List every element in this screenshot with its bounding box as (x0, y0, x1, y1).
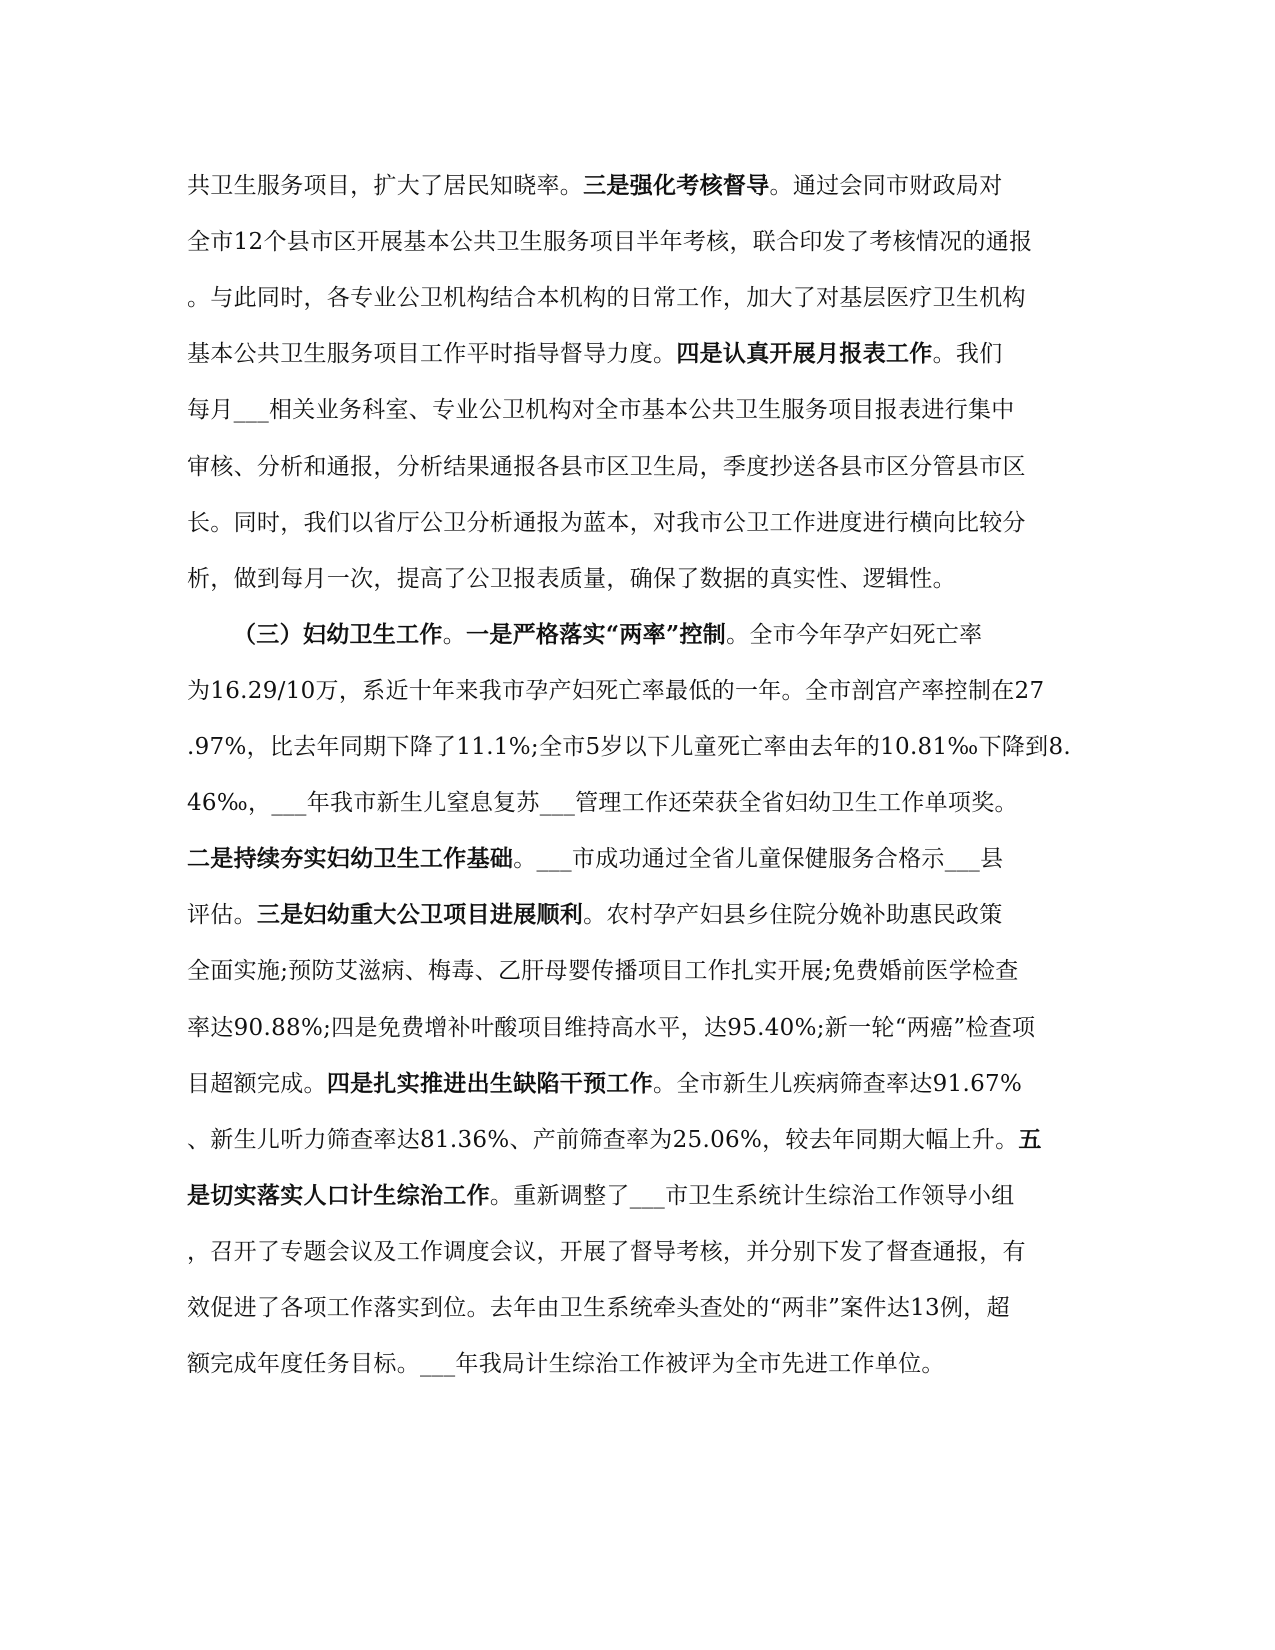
text-line (187, 788, 1018, 818)
bold-text-segment: 四是扎实推进出生缺陷干预工作 (326, 1070, 654, 1097)
text-segment: 。全市新生儿疾病筛查率达91.67% (653, 1071, 1023, 1097)
text-line (187, 452, 1026, 482)
text-segment: 。 (442, 622, 467, 648)
bold-text-segment: 五 (1018, 1126, 1042, 1153)
text-line (187, 1013, 1035, 1043)
text-line (187, 171, 1003, 201)
text-line (187, 1069, 1022, 1099)
text-line (187, 1349, 945, 1379)
text-segment: 率达90.88%;四是免费增补叶酸项目维持高水平，达95.40%;新一轮“两癌”检查项 (187, 1015, 1036, 1041)
text-line (187, 339, 1003, 369)
text-segment: 目超额完成。 (187, 1071, 327, 1097)
text-line (187, 395, 1015, 425)
text-segment: 。重新调整了___市卫生系统计生综治工作领导小组 (489, 1183, 1015, 1209)
bold-text-segment: 三是妇幼重大公卫项目进展顺利 (256, 901, 584, 928)
text-segment: 、新生儿听力筛查率达81.36%、产前筛查率为25.06%，较去年同期大幅上升。 (187, 1127, 1019, 1153)
text-line (187, 1181, 1015, 1211)
text-line (187, 564, 956, 594)
text-segment: 每月___相关业务科室、专业公卫机构对全市基本公共卫生服务项目报表进行集中 (187, 397, 1015, 423)
bold-text-segment: 一是严格落实“两率”控制 (466, 621, 727, 648)
text-segment: 为16.29/10万，系近十年来我市孕产妇死亡率最低的一年。全市剖宫产率控制在27 (187, 678, 1045, 704)
text-line (187, 676, 1044, 706)
bold-text-segment: （三）妇幼卫生工作 (233, 621, 443, 648)
text-line (187, 508, 1026, 538)
text-segment: 全市12个县市区开展基本公共卫生服务项目半年考核，联合印发了考核情况的通报 (187, 229, 1033, 255)
text-segment: 。我们 (932, 341, 1003, 367)
text-line (187, 844, 1003, 874)
text-line (187, 1293, 1010, 1323)
text-segment: 效促进了各项工作落实到位。去年由卫生系统牵头查处的“两非”案件达13例，超 (187, 1295, 1010, 1321)
text-segment: 析，做到每月一次，提高了公卫报表质量，确保了数据的真实性、逻辑性。 (187, 566, 956, 592)
text-segment: 。通过会同市财政局对 (769, 173, 1003, 199)
text-segment: 基本公共卫生服务项目工作平时指导督导力度。 (187, 341, 677, 367)
text-line (187, 283, 1026, 313)
text-line (187, 1125, 1042, 1155)
text-segment: ，召开了专题会议及工作调度会议，开展了督导考核，并分别下发了督查通报，有 (187, 1239, 1026, 1265)
text-line (187, 1237, 1026, 1267)
text-line (233, 620, 982, 650)
bold-text-segment: 是切实落实人口计生综治工作 (187, 1182, 490, 1209)
text-line (187, 956, 1019, 986)
text-segment: 审核、分析和通报，分析结果通报各县市区卫生局，季度抄送各县市区分管县市区 (187, 454, 1026, 480)
text-segment: 全面实施;预防艾滋病、梅毒、乙肝母婴传播项目工作扎实开展;免费婚前医学检查 (187, 958, 1019, 984)
text-segment: 。全市今年孕产妇死亡率 (726, 622, 983, 648)
text-segment: 。与此同时，各专业公卫机构结合本机构的日常工作，加大了对基层医疗卫生机构 (187, 285, 1026, 311)
bold-text-segment: 四是认真开展月报表工作 (676, 340, 933, 367)
text-segment: .97%，比去年同期下降了11.1%;全市5岁以下儿童死亡率由去年的10.81‰下降到8. (187, 734, 1072, 760)
bold-text-segment: 二是持续夯实妇幼卫生工作基础 (187, 845, 514, 872)
bold-text-segment: 三是强化考核督导 (583, 172, 770, 199)
text-line (187, 900, 1003, 930)
text-segment: 。农村孕产妇县乡住院分娩补助惠民政策 (583, 902, 1003, 928)
text-segment: 长。同时，我们以省厅公卫分析通报为蓝本，对我市公卫工作进度进行横向比较分 (187, 510, 1026, 536)
text-segment: 共卫生服务项目，扩大了居民知晓率。 (187, 173, 584, 199)
text-segment: 评估。 (187, 902, 257, 928)
text-segment: 额完成年度任务目标。___年我局计生综治工作被评为全市先进工作单位。 (187, 1351, 945, 1377)
text-segment: 46‰，___年我市新生儿窒息复苏___管理工作还荣获全省妇幼卫生工作单项奖。 (187, 790, 1018, 816)
text-line (187, 227, 1032, 257)
text-segment: 。___市成功通过全省儿童保健服务合格示___县 (513, 846, 1004, 872)
text-line (187, 732, 1071, 762)
